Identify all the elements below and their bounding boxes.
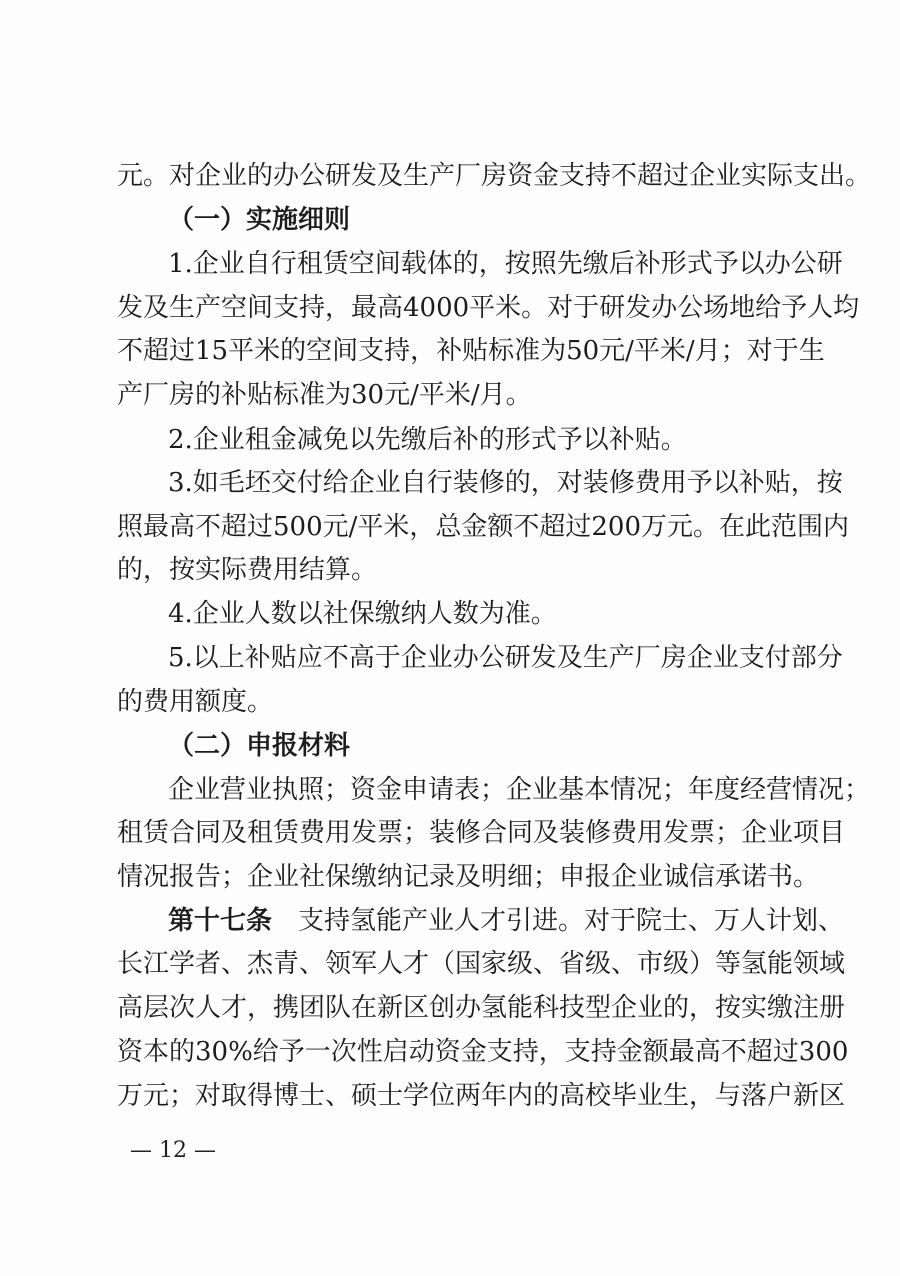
paragraph-line: 照最高不超过500元/平米，总金额不超过200万元。在此范围内 <box>117 512 850 542</box>
paragraph-line: 1.企业自行租赁空间载体的，按照先缴后补形式予以办公研 <box>168 249 843 279</box>
paragraph-line: 情况报告；企业社保缴纳记录及明细；申报企业诚信承诺书。 <box>117 862 820 892</box>
article-paragraph-line <box>168 906 845 936</box>
paragraph-line: 5.以上补贴应不高于企业办公研发及生产厂房企业支付部分 <box>168 643 843 673</box>
paragraph-line: 租赁合同及租赁费用发票；装修合同及装修费用发票；企业项目 <box>117 818 846 848</box>
paragraph-line: 的，按实际费用结算。 <box>117 555 378 585</box>
paragraph-line: 4.企业人数以社保缴纳人数为准。 <box>168 599 557 629</box>
paragraph-line: 2.企业租金减免以先缴后补的形式予以补贴。 <box>168 425 687 455</box>
paragraph-line: 3.如毛坯交付给企业自行装修的，对装修费用予以补贴，按 <box>168 468 843 498</box>
paragraph-line: 产厂房的补贴标准为30元/平米/月。 <box>117 380 532 410</box>
paragraph-line: 的费用额度。 <box>117 687 274 717</box>
article-label: 第十七条 <box>168 906 273 936</box>
paragraph-line: 长江学者、杰青、领军人才（国家级、省级、市级）等氢能领域 <box>117 949 846 979</box>
section-heading-implementation: （一）实施细则 <box>168 205 351 235</box>
paragraph-line: 高层次人才，携团队在新区创办氢能科技型企业的，按实缴注册 <box>117 993 846 1023</box>
paragraph-line: 万元；对取得博士、硕士学位两年内的高校毕业生，与落户新区 <box>117 1081 846 1111</box>
paragraph-line: 元。对企业的办公研发及生产厂房资金支持不超过企业实际支出。 <box>117 161 872 191</box>
article-text: 支持氢能产业人才引进。对于院士、万人计划、 <box>298 906 845 936</box>
paragraph-line: 企业营业执照；资金申请表；企业基本情况；年度经营情况； <box>168 775 871 805</box>
paragraph-line: 不超过15平米的空间支持，补贴标准为50元/平米/月；对于生 <box>117 336 825 366</box>
paragraph-line: 资本的30%给予一次性启动资金支持，支持金额最高不超过300 <box>117 1037 849 1067</box>
page-number: — 12 — <box>130 1138 216 1163</box>
paragraph-line: 发及生产空间支持，最高4000平米。对于研发办公场地给予人均 <box>117 293 860 323</box>
section-heading-materials: （二）申报材料 <box>168 731 351 761</box>
